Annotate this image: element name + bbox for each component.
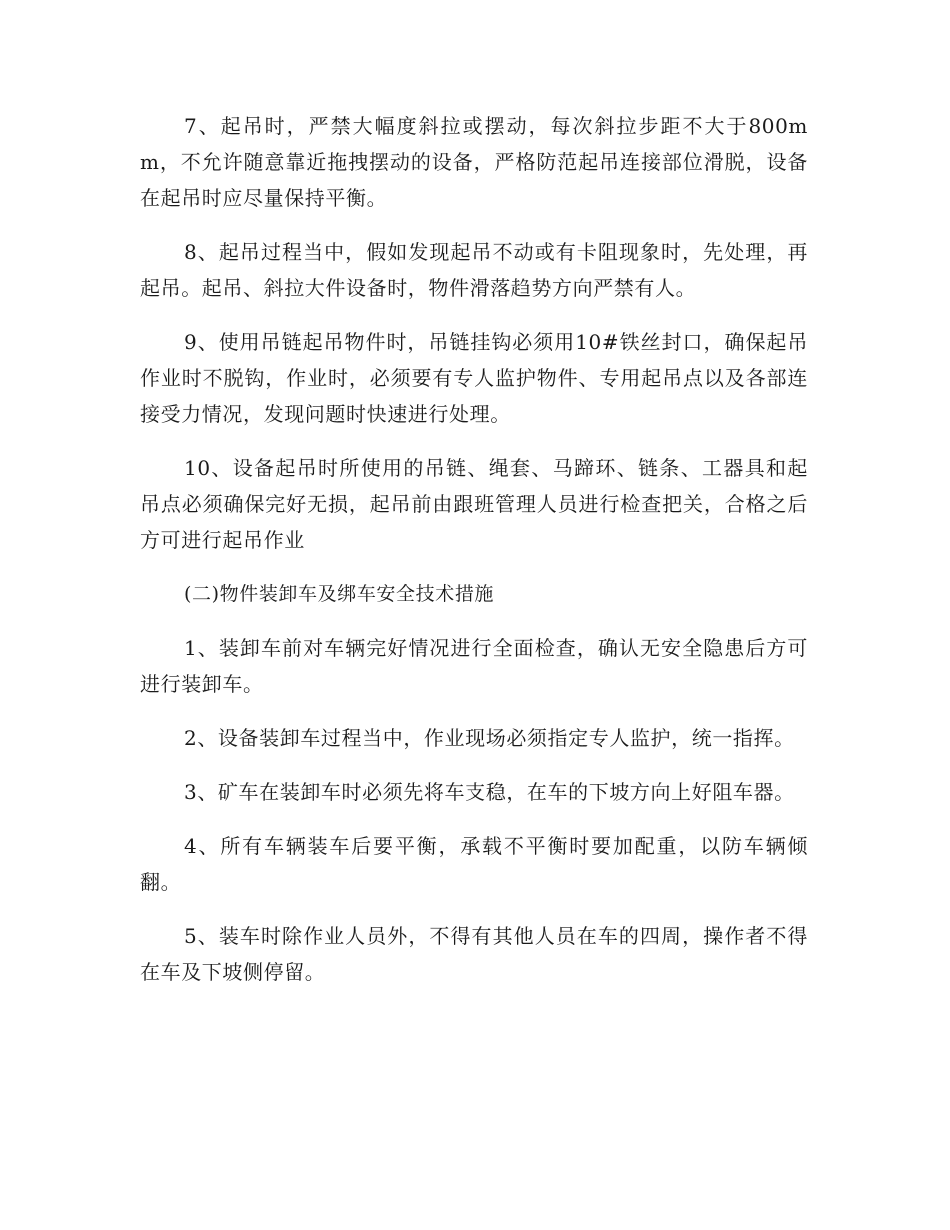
paragraph-item-8: 8、起吊过程当中，假如发现起吊不动或有卡阻现象时，先处理，再起吊。起吊、斜拉大件设备时，物件滑落趋势方向严禁有人。 <box>140 240 808 300</box>
paragraph-item-7: 7、起吊时，严禁大幅度斜拉或摆动，每次斜拉步距不大于800mm，不允许随意靠近拖拽摆动的设备，严格防范起吊连接部位滑脱，设备在起吊时应尽量保持平衡。 <box>140 114 808 210</box>
paragraph-item-5: 5、装车时除作业人员外，不得有其他人员在车的四周，操作者不得在车及下坡侧停留。 <box>140 924 808 984</box>
paragraph-item-1: 1、装卸车前对车辆完好情况进行全面检查，确认无安全隐患后方可进行装卸车。 <box>140 636 808 696</box>
document-body <box>140 108 808 1008</box>
section-heading: (二)物件装卸车及绑车安全技术措施 <box>184 583 495 605</box>
paragraph-item-3: 3、矿车在装卸车时必须先将车支稳，在车的下坡方向上好阻车器。 <box>184 780 795 804</box>
paragraph-item-9: 9、使用吊链起吊物件时，吊链挂钩必须用10#铁丝封口，确保起吊作业时不脱钩，作业时，必须要有专人监护物件、专用起吊点以及各部连接受力情况，发现问题时快速进行处理。 <box>140 330 808 426</box>
paragraph-item-2: 2、设备装卸车过程当中，作业现场必须指定专人监护，统一指挥。 <box>184 726 795 750</box>
paragraph-item-10: 10、设备起吊时所使用的吊链、绳套、马蹄环、链条、工器具和起吊点必须确保完好无损，起吊前由跟班管理人员进行检查把关，合格之后方可进行起吊作业 <box>140 456 808 552</box>
paragraph-item-4: 4、所有车辆装车后要平衡，承载不平衡时要加配重，以防车辆倾翻。 <box>140 834 808 894</box>
